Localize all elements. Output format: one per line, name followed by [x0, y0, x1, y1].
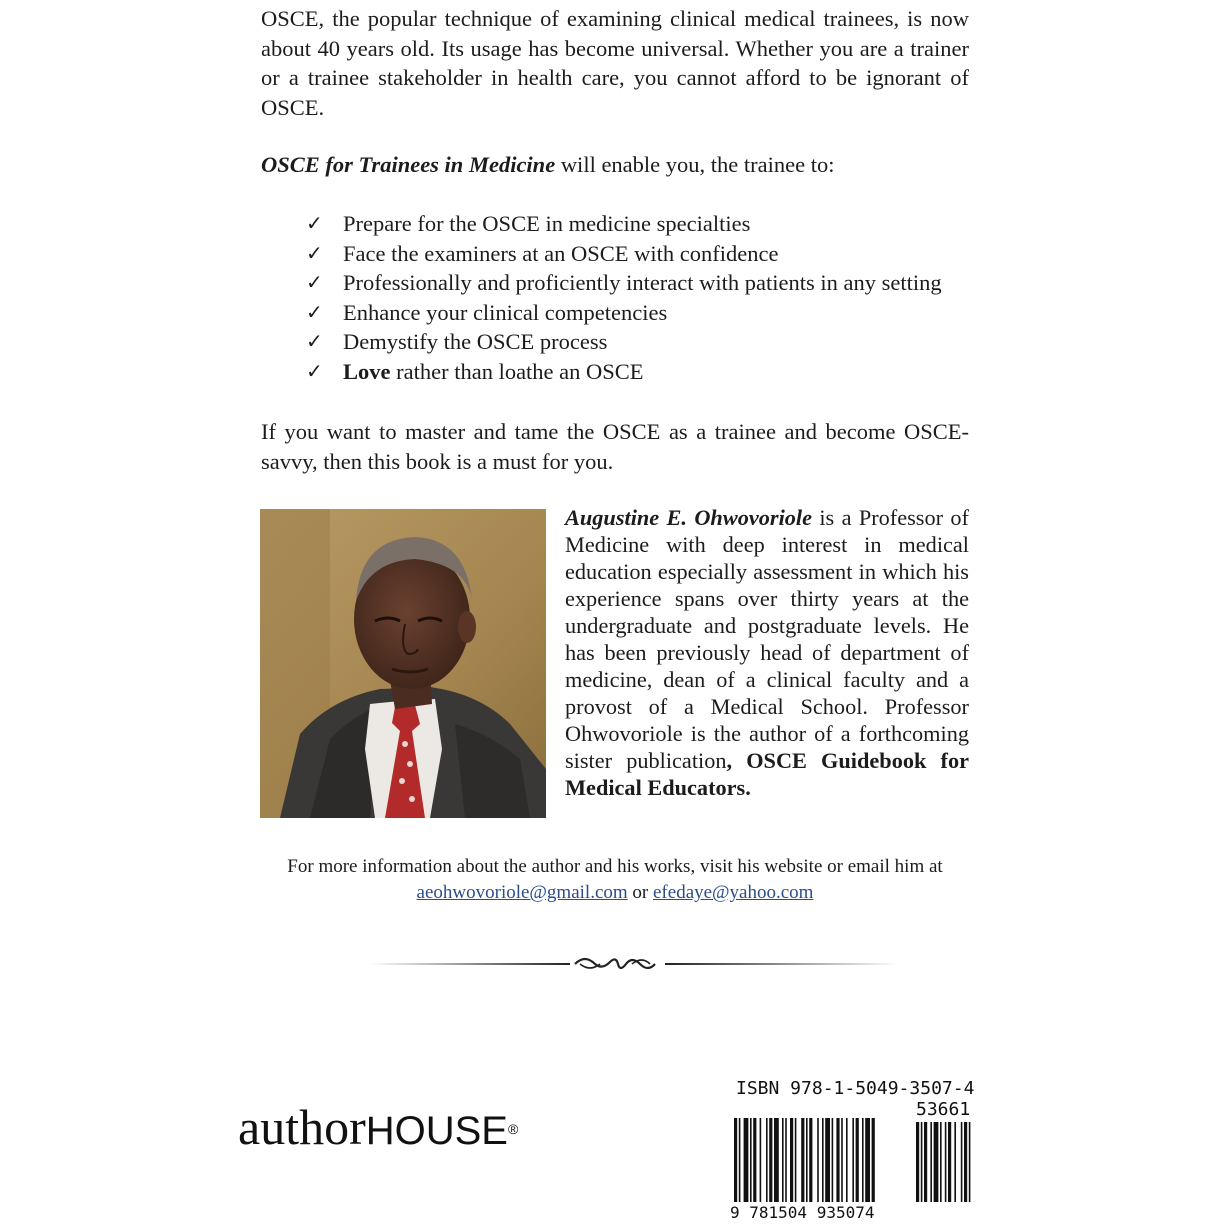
- bio-text: is a Professor of Medicine with deep interest in medical education especially assessment in which his experience spans over thirty years at the undergraduate and postgraduate levels. He has been previously head of department of medicine, dean of a clinical faculty and a provost of a Medical School. Professor Ohwovoriole is the author of a forthcoming sister publication: [565, 505, 969, 773]
- isbn-text: ISBN 978-1-5049-3507-4: [736, 1078, 975, 1099]
- contact-info: [240, 854, 990, 906]
- list-item: ✓ Love rather than loathe an OSCE: [306, 357, 986, 387]
- list-item: ✓ Professionally and proficiently interact with patients in any setting: [306, 268, 986, 298]
- check-icon: ✓: [306, 240, 323, 265]
- isbn-barcode: [726, 1078, 988, 1225]
- ornament-divider: [370, 950, 900, 978]
- check-icon: ✓: [306, 299, 323, 324]
- publisher-logo: authorHOUSE®: [238, 1099, 519, 1155]
- isbn-addon: 53661: [916, 1099, 971, 1120]
- check-icon: ✓: [306, 329, 323, 353]
- benefit-list: [306, 209, 986, 386]
- book-title: OSCE for Trainees in Medicine: [261, 152, 556, 177]
- barcode-digits: 9 781504 935074: [730, 1203, 875, 1222]
- barcode-bars: [734, 1118, 988, 1202]
- closing-paragraph: If you want to master and tame the OSCE as a trainee and become OSCE-savvy, then this book is a must for you.: [261, 419, 969, 474]
- email-link-yahoo[interactable]: efedaye@yahoo.com: [653, 882, 814, 903]
- check-icon: ✓: [306, 270, 323, 294]
- lead-sentence: [261, 150, 969, 180]
- email-link-gmail[interactable]: aeohwovoriole@gmail.com: [416, 882, 628, 903]
- list-item: ✓ Demystify the OSCE process: [306, 327, 986, 357]
- author-name: Augustine E. Ohwovoriole: [565, 505, 813, 530]
- author-bio: [565, 504, 969, 801]
- list-item: ✓ Face the examiners at an OSCE with confidence: [306, 239, 986, 269]
- check-icon: ✓: [306, 358, 323, 383]
- contact-line: For more information about the author and his works, visit his website or email him at: [287, 856, 943, 877]
- lead-rest: will enable you, the trainee to:: [555, 152, 835, 177]
- publication-title: , OSCE Guidebook for Medical Educators.: [565, 748, 969, 800]
- email-line: aeohwovoriole@gmail.com or efedaye@yahoo.com: [416, 882, 814, 903]
- list-item: ✓ Prepare for the OSCE in medicine specialties: [306, 209, 986, 239]
- check-icon: ✓: [306, 211, 323, 235]
- list-item: ✓ Enhance your clinical competencies: [306, 298, 986, 328]
- author-photo: [260, 509, 546, 818]
- intro-paragraph: OSCE, the popular technique of examining clinical medical trainees, is now about 40 years old. Its usage has become universal. Whether you are a trainer or a trainee stakeholder in health care, you cannot afford to be ignorant of OSCE.: [261, 6, 969, 120]
